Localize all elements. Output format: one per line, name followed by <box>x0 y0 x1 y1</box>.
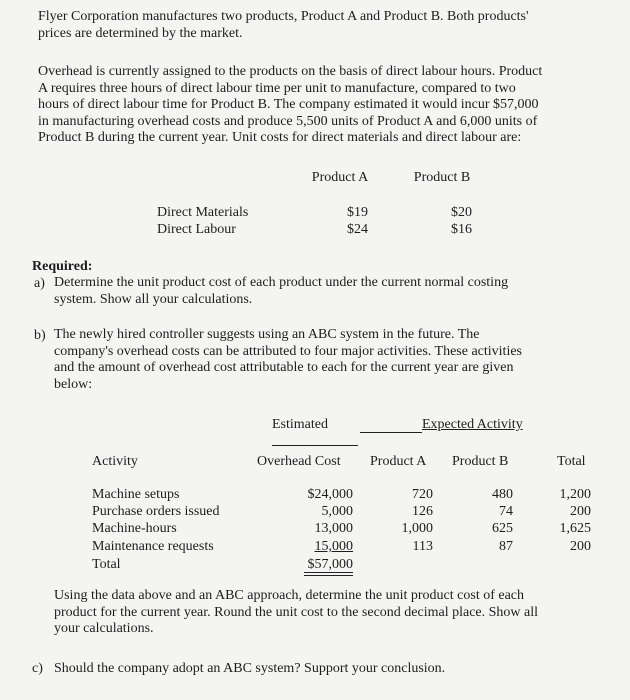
activity-product-b: 87 <box>499 539 513 554</box>
activity-product-a: 720 <box>412 487 433 502</box>
activity-total: 1,200 <box>559 487 591 502</box>
col-product-a: Product A <box>370 454 427 469</box>
abc-instruction-line: your calculations. <box>54 621 154 636</box>
activity-cost: $24,000 <box>307 487 353 502</box>
header-product-b: Product B <box>413 170 471 185</box>
activity-cost: 5,000 <box>321 504 353 519</box>
activity-product-b: 480 <box>492 487 513 502</box>
intro-line: Flyer Corporation manufactures two products, Product A and Product B. Both products' <box>38 9 529 24</box>
activity-total: 200 <box>570 504 591 519</box>
question-a-line: system. Show all your calculations. <box>54 291 253 307</box>
question-c-marker: c) <box>32 661 43 676</box>
cell-b: $16 <box>451 222 472 237</box>
cell-a: $24 <box>347 222 368 237</box>
activity-product-b: 625 <box>492 521 513 536</box>
question-b-line: and the amount of overhead cost attributable to each for the current year are given <box>54 360 514 375</box>
question-a-line: Determine the unit product cost of each product under the current normal costing <box>54 275 509 290</box>
required-heading: Required: <box>32 259 93 274</box>
header-product-a: Product A <box>311 170 369 185</box>
overhead-line: A requires three hours of direct labour time per unit to manufacture, compared to two <box>38 80 516 96</box>
abc-instruction <box>54 588 538 638</box>
estimated-label: Estimated <box>272 417 328 432</box>
overhead-line: hours of direct labour time for Product B. The company estimated it would incur $57,000 <box>38 97 539 112</box>
overhead-line: in manufacturing overhead costs and produce 5,500 units of Product A and 6,000 units of <box>38 113 538 129</box>
question-a-text <box>54 275 508 308</box>
activity-total: 200 <box>570 539 591 554</box>
col-overhead-cost: Overhead Cost <box>257 454 341 469</box>
activity-name: Machine setups <box>92 487 180 502</box>
intro-paragraph <box>38 9 529 42</box>
activity-cost: 13,000 <box>314 521 353 536</box>
cell-b: $20 <box>451 205 472 220</box>
expected-activity-rule <box>360 432 422 433</box>
question-b-line: below: <box>54 376 93 392</box>
question-a-marker: a) <box>34 276 45 291</box>
activity-cost: 15,000 <box>314 539 353 554</box>
overhead-line: Product B during the current year. Unit costs for direct materials and direct labour are: <box>38 130 522 145</box>
total-label: Total <box>92 557 121 572</box>
question-c-text: Should the company adopt an ABC system? Support your conclusion. <box>54 661 446 676</box>
question-b-line: company's overhead costs can be attributed to four major activities. These activities <box>54 343 523 359</box>
overhead-line: Overhead is currently assigned to the products on the basis of direct labour hours. Product <box>38 64 543 79</box>
overhead-paragraph <box>38 64 542 147</box>
cell-a: $19 <box>347 205 368 220</box>
total-cost: $57,000 <box>307 557 353 572</box>
activity-total: 1,625 <box>559 521 591 536</box>
row-label: Direct Materials <box>157 205 249 220</box>
estimated-underline <box>272 445 358 446</box>
question-b-text <box>54 327 522 393</box>
activity-product-a: 1,000 <box>401 521 433 536</box>
activity-name: Machine-hours <box>92 521 177 536</box>
activity-name: Purchase orders issued <box>92 504 220 519</box>
intro-line: prices are determined by the market. <box>38 25 243 41</box>
activity-name: Maintenance requests <box>92 539 214 554</box>
row-label: Direct Labour <box>157 222 236 237</box>
question-b-marker: b) <box>34 328 46 343</box>
col-total: Total <box>557 454 586 469</box>
activity-product-a: 113 <box>412 539 433 554</box>
activity-product-b: 74 <box>499 504 513 519</box>
total-double-underline <box>304 572 353 576</box>
question-b-line: The newly hired controller suggests using an ABC system in the future. The <box>54 327 480 342</box>
abc-instruction-line: Using the data above and an ABC approach, determine the unit product cost of each <box>54 588 525 603</box>
expected-activity-label: Expected Activity <box>422 417 523 432</box>
activity-product-a: 126 <box>412 504 433 519</box>
abc-instruction-line: product for the current year. Round the unit cost to the second decimal place. Show all <box>54 604 539 620</box>
col-activity: Activity <box>92 454 138 469</box>
col-product-b: Product B <box>452 454 509 469</box>
